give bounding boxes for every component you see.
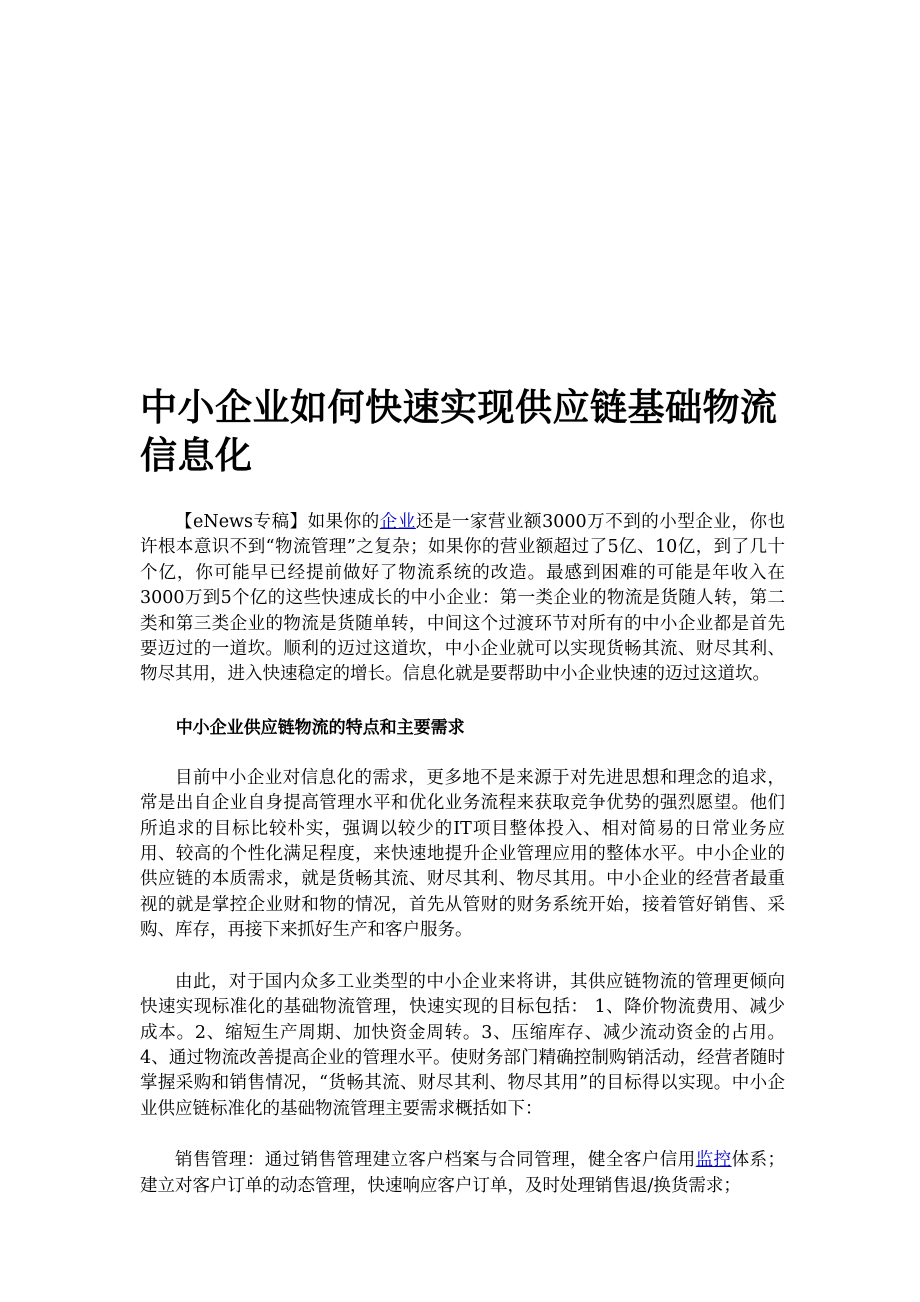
sales-text-rest: 体系；建立对客户订单的动态管理，快速响应客户订单，及时处理销售退/换货需求；: [140, 1150, 786, 1196]
paragraph-sales-management: [140, 1148, 785, 1199]
intro-text-rest: 还是一家营业额3000万不到的小型企业，你也许根本意识不到“物流管理”之复杂；如果你的营业额超过了5亿、10亿，到了几十个亿，你可能早已经提前做好了物流系统的改造。最感到困难的可能是年收入在3000万到5个亿的这些快速成长的中小企业：第一类企业的物流是货随人转，第二类和第三类企业的物流是货随单转，中间这个过渡环节对所有的中小企业都是首先要迈过的一道坎。顺利的迈过这道坎，中小企业就可以实现货畅其流、财尽其利、物尽其用，进入快速稳定的增长。信息化就是要帮助中小企业快速的迈过这道坎。: [140, 512, 785, 685]
sales-text-start: 销售管理：通过销售管理建立客户档案与合同管理，健全客户信用: [175, 1150, 696, 1171]
page-title: 中小企业如何快速实现供应链基础物流信息化: [140, 386, 778, 477]
paragraph-needs: 目前中小企业对信息化的需求，更多地不是来源于对先进思想和理念的追求，常是出自企业自身提高管理水平和优化业务流程来获取竞争优势的强烈愿望。他们所追求的目标比较朴实，强调以较少的IT项目整体投入、相对简易的日常业务应用、较高的个性化满足程度，来快速地提升企业管理应用的整体水平。中小企业的供应链的本质需求，就是货畅其流、财尽其利、物尽其用。中小企业的经营者最重视的就是掌控企业财和物的情况，首先从管财的财务系统开始，接着管好销售、采购、库存，再接下来抓好生产和客户服务。: [140, 767, 785, 941]
intro-paragraph: [140, 510, 785, 688]
enterprise-link[interactable]: 企业: [379, 512, 416, 532]
paragraph-goals: 由此，对于国内众多工业类型的中小企业来将讲，其供应链物流的管理更倾向快速实现标准化的基础物流管理，快速实现的目标包括： 1、降价物流费用、减少成本。2、缩短生产周期、加快资金周转。3、压缩库存、减少流动资金的占用。4、通过物流改善提高企业的管理水平。使财务部门精确控制购销活动，经营者随时掌握采购和销售情况，“货畅其流、财尽其利、物尽其用”的目标得以实现。中小企业供应链标准化的基础物流管理主要需求概括如下：: [140, 971, 785, 1119]
monitoring-link[interactable]: 监控: [695, 1150, 732, 1171]
section-heading: 中小企业供应链物流的特点和主要需求: [175, 717, 465, 738]
document-page: [140, 384, 785, 1199]
intro-text-start: 【eNews专稿】如果你的: [175, 512, 380, 532]
